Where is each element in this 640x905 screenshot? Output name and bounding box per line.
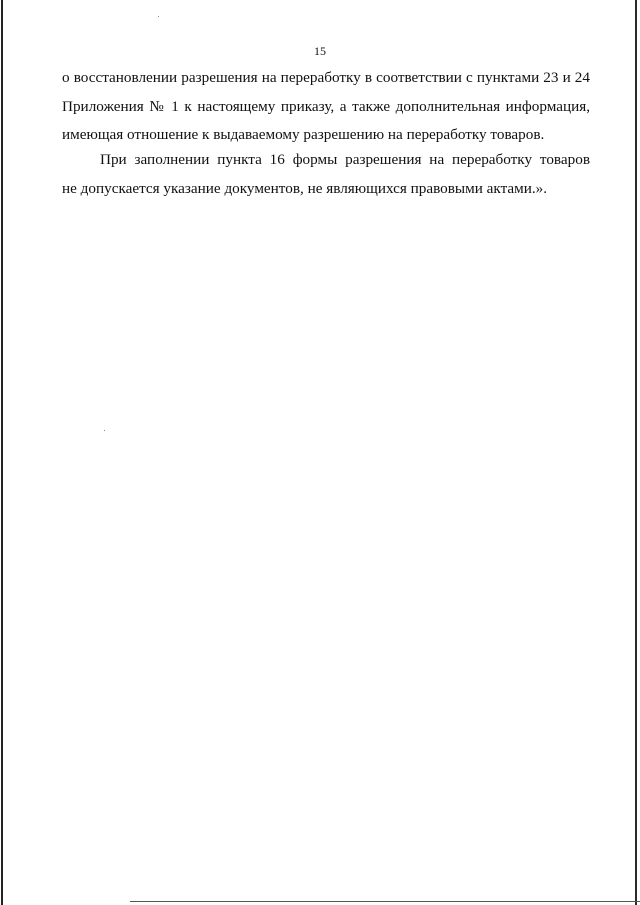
paragraph-line: имеющая отношение к выдаваемому разрешению на переработку товаров. bbox=[62, 126, 545, 143]
scan-left-edge bbox=[1, 0, 3, 905]
paragraph-1 bbox=[62, 64, 590, 150]
scan-speck bbox=[158, 16, 159, 17]
scan-speck bbox=[104, 430, 105, 431]
page-number: 15 bbox=[314, 44, 326, 58]
paragraph-line: о восстановлении разрешения на переработку в соответствии с пунктами 23 и 24 bbox=[62, 69, 590, 86]
paragraph-2 bbox=[62, 146, 590, 203]
paragraph-line: Приложения № 1 к настоящему приказу, а также дополнительная информация, bbox=[62, 97, 590, 115]
scan-bottom-edge bbox=[130, 901, 640, 902]
paragraph-line: При заполнении пункта 16 формы разрешения на переработку товаров bbox=[100, 151, 590, 168]
paragraph-line: не допускается указание документов, не являющихся правовыми актами.». bbox=[62, 179, 548, 197]
scan-right-edge bbox=[635, 0, 637, 905]
